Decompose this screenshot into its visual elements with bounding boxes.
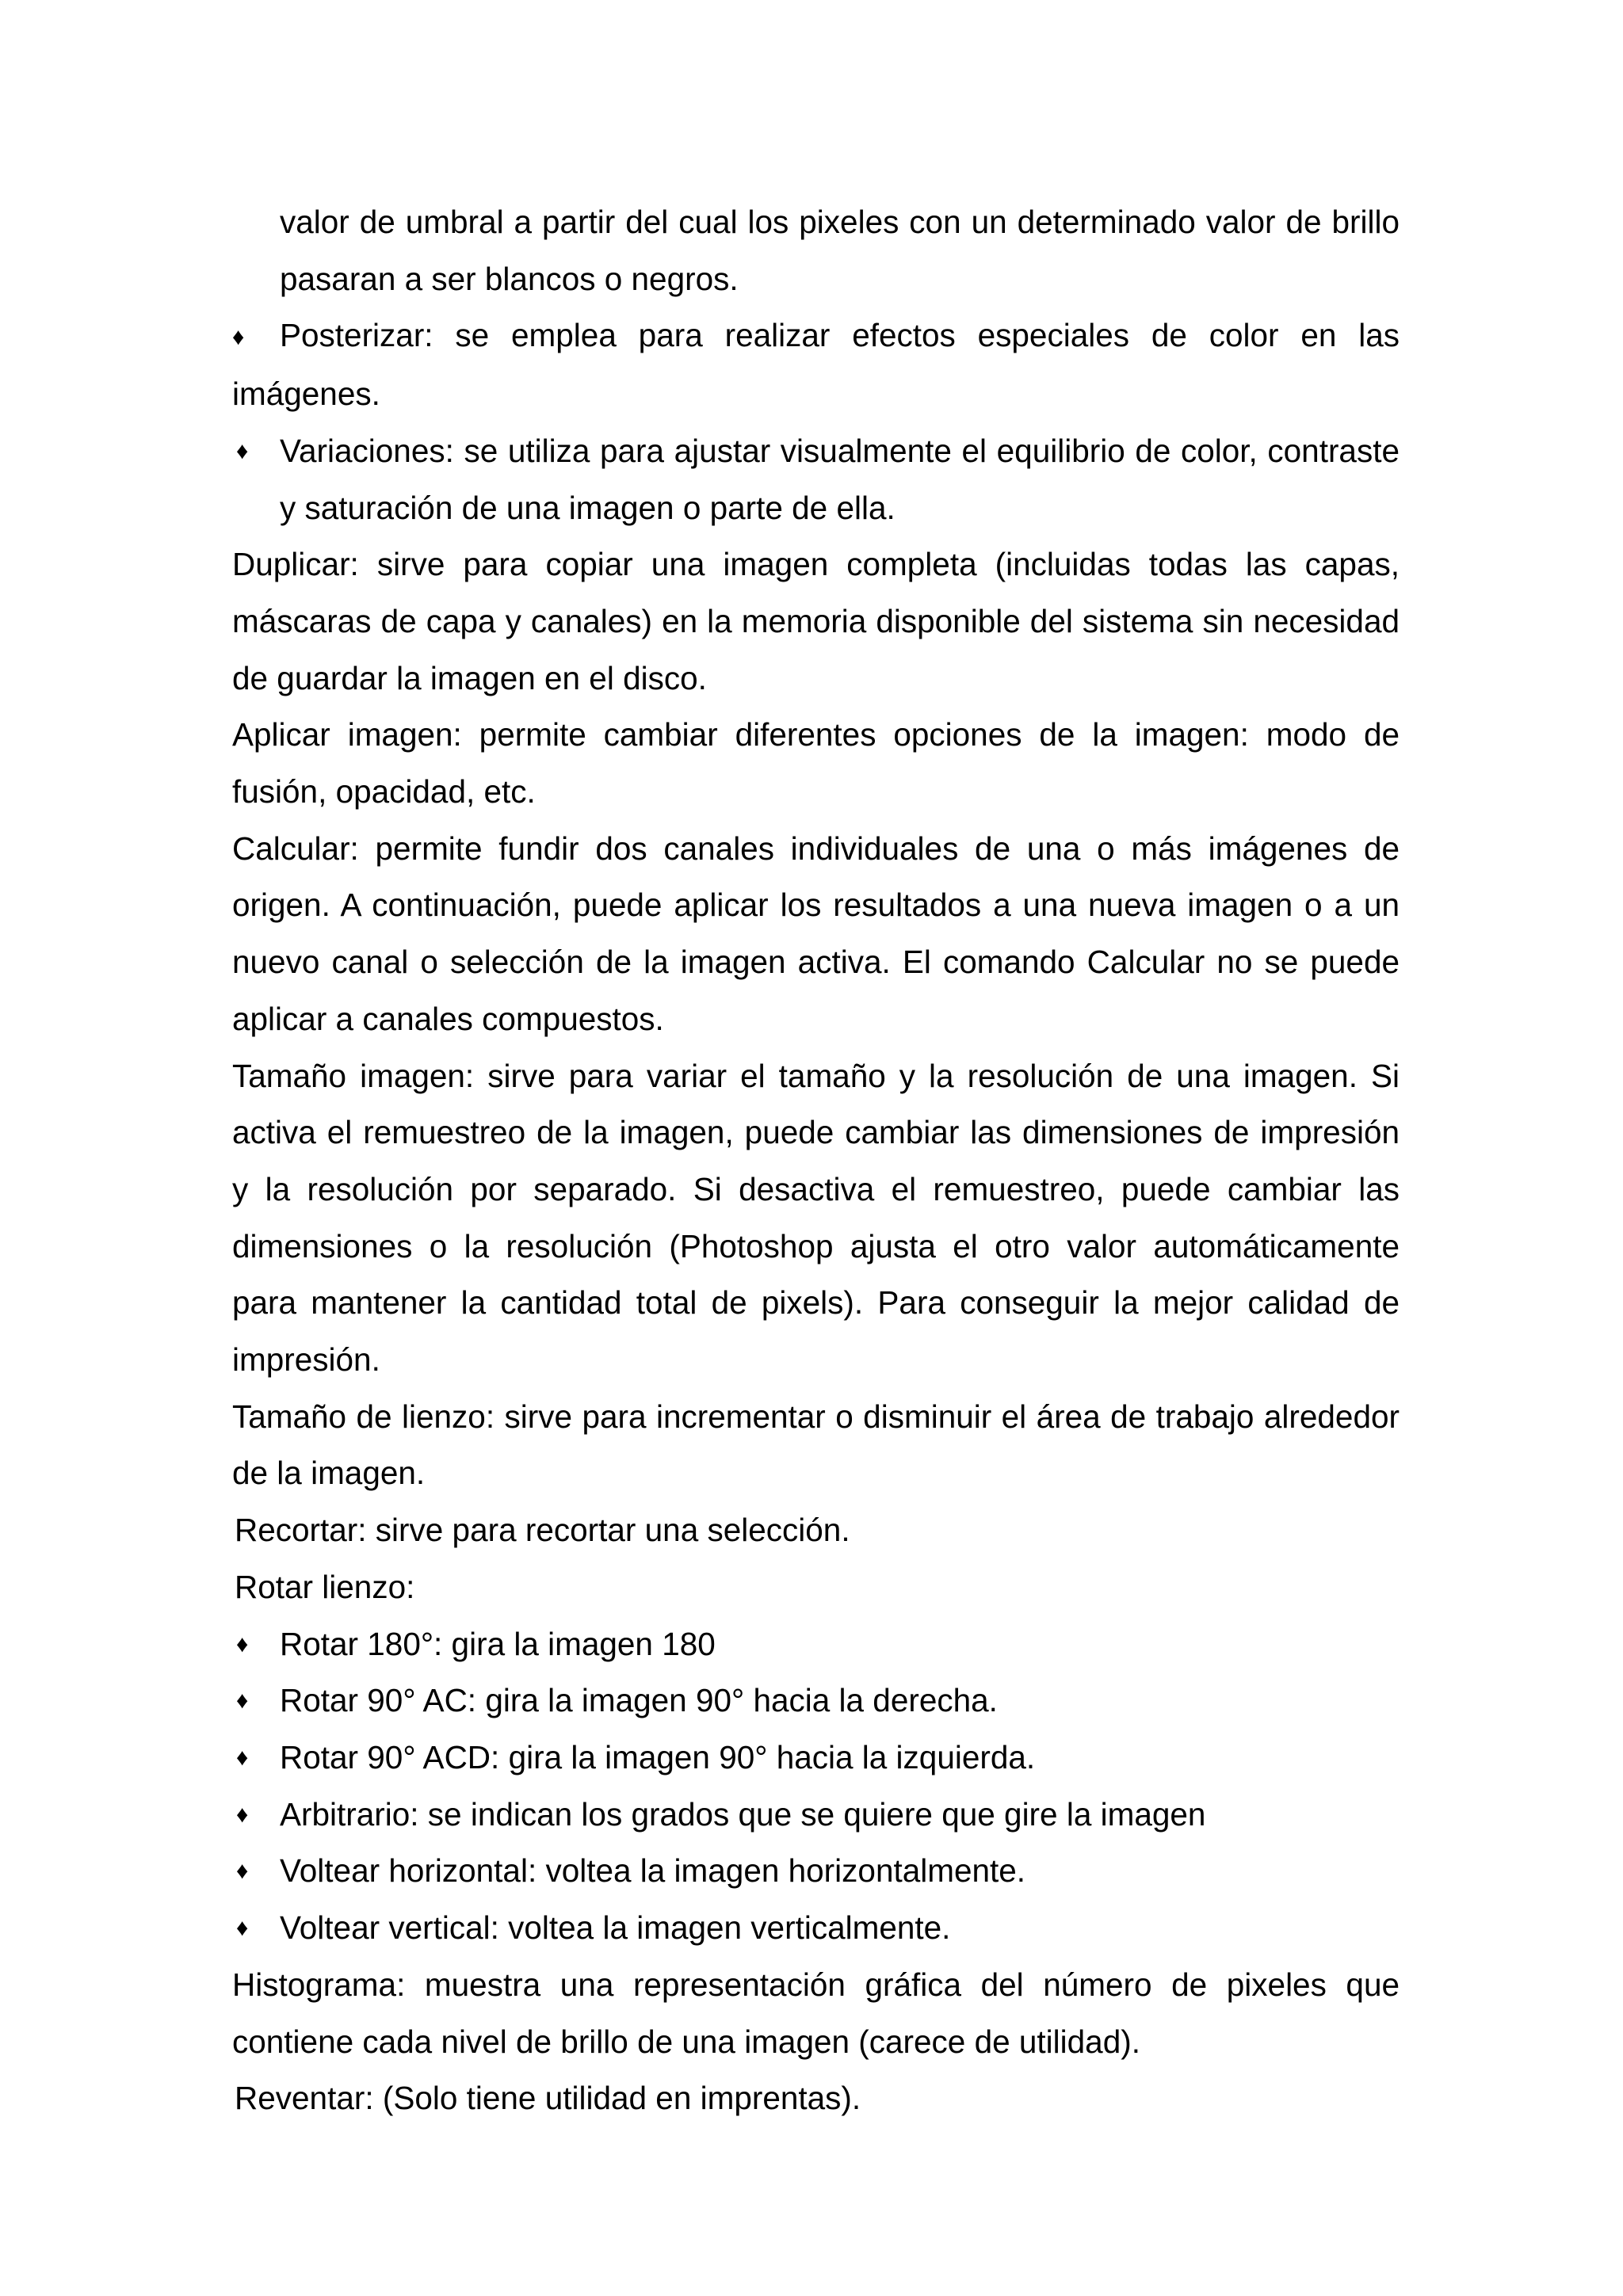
paragraph-histograma: Histograma: muestra una representación gráfica del número de pixeles que contiene cada nivel de brillo de una imagen (carece de utilidad). (232, 1966, 1400, 2060)
diamond-bullet-icon: ♦ (236, 1630, 249, 1657)
diamond-bullet-icon: ♦ (236, 1744, 249, 1771)
bullet-text: Voltear horizontal: voltea la imagen horizontalmente. (280, 1852, 1026, 1890)
bullet-rotar-90-ac (232, 1672, 1400, 1730)
bullet-text: Posterizar: se emplea para realizar efectos especiales de color en las imágenes. (232, 317, 1400, 413)
paragraph-reventar: Reventar: (Solo tiene utilidad en imprentas). (235, 2080, 861, 2117)
diamond-bullet-icon: ♦ (232, 324, 245, 351)
bullet-text: Voltear vertical: voltea la imagen verticalmente. (280, 1909, 951, 1947)
bullet-voltear-vertical (232, 1900, 1400, 1957)
diamond-bullet-icon: ♦ (236, 1688, 249, 1714)
diamond-bullet-icon: ♦ (236, 437, 249, 464)
bullet-rotar-90-acd (232, 1730, 1400, 1787)
paragraph-rotar-lienzo: Rotar lienzo: (235, 1568, 415, 1605)
diamond-bullet-icon: ♦ (236, 1858, 249, 1885)
continued-bullet-text: valor de umbral a partir del cual los pixeles con un determinado valor de brillo pasaran a ser blancos o negros. (280, 204, 1400, 297)
paragraph-recortar: Recortar: sirve para recortar una selección. (235, 1512, 850, 1549)
paragraph-tamano-imagen: Tamaño imagen: sirve para variar el tamaño y la resolución de una imagen. Si activa el remuestreo de la imagen, puede cambiar las dimensiones de impresión y la resolución por separado. Si desactiva el remuestreo, puede cambiar las dimensiones o la resolución (Photoshop ajusta el otro valor automáticamente para mantener la cantidad total de pixels). Para conseguir la mejor calidad de impresión. (232, 1057, 1400, 1379)
paragraph-tamano-lienzo: Tamaño de lienzo: sirve para incrementar o disminuir el área de trabajo alrededor de la imagen. (232, 1398, 1400, 1492)
bullet-text: Rotar 180°: gira la imagen 180 (280, 1625, 716, 1662)
body-text (232, 194, 1400, 2127)
paragraph-duplicar: Duplicar: sirve para copiar una imagen completa (incluidas todas las capas, máscaras de capa y canales) en la memoria disponible del sistema sin necesidad de guardar la imagen en el disco. (232, 546, 1400, 696)
bullet-rotar-180 (232, 1616, 1400, 1673)
bullet-voltear-horizontal (232, 1843, 1400, 1900)
paragraph-aplicar-imagen: Aplicar imagen: permite cambiar diferentes opciones de la imagen: modo de fusión, opacidad, etc. (232, 716, 1400, 810)
diamond-bullet-icon: ♦ (236, 1915, 249, 1942)
bullet-text: Rotar 90° AC: gira la imagen 90° hacia la derecha. (280, 1682, 998, 1719)
bullet-variaciones (232, 423, 1400, 536)
bullet-posterizar (232, 307, 1400, 422)
bullet-text: Arbitrario: se indican los grados que se quiere que gire la imagen (280, 1795, 1206, 1833)
paragraph-calcular: Calcular: permite fundir dos canales individuales de una o más imágenes de origen. A continuación, puede aplicar los resultados a una nueva imagen o a un nuevo canal o selección de la imagen activa. El comando Calcular no se puede aplicar a canales compuestos. (232, 830, 1400, 1037)
diamond-bullet-icon: ♦ (236, 1801, 249, 1828)
bullet-text: Rotar 90° ACD: gira la imagen 90° hacia la izquierda. (280, 1738, 1036, 1775)
bullet-arbitrario (232, 1787, 1400, 1844)
bullet-text: Variaciones: se utiliza para ajustar visualmente el equilibrio de color, contraste y saturación de una imagen o parte de ella. (280, 432, 1400, 526)
